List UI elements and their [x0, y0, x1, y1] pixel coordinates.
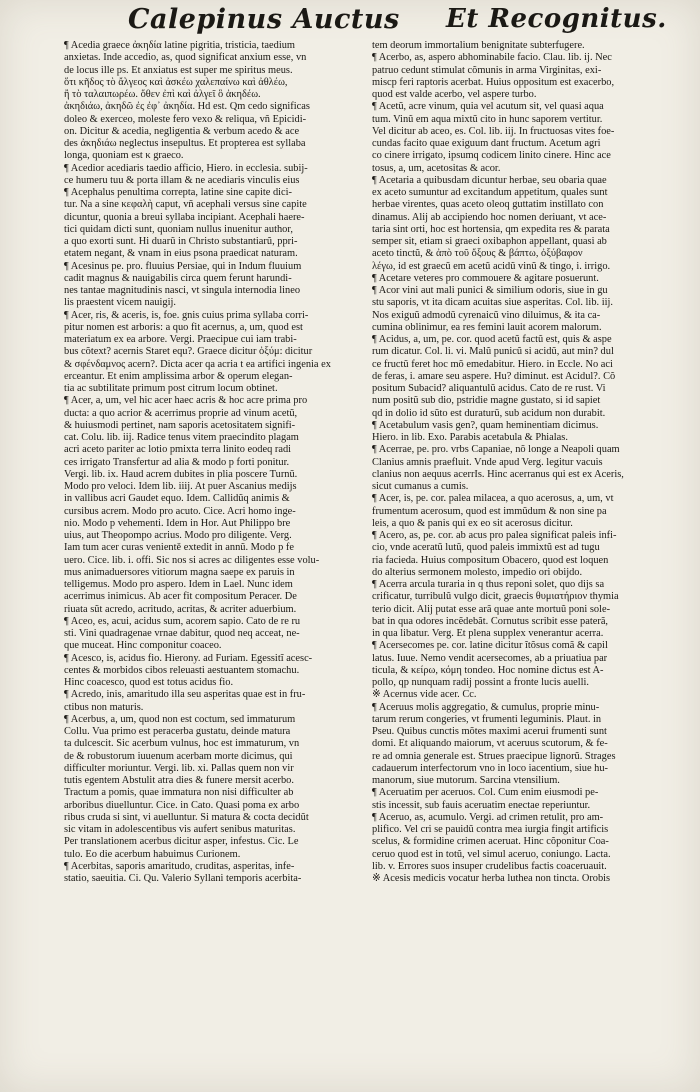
text-line: rum dicatur. Col. li. vi. Malũ punicũ si acidũ, aut min? dul [372, 346, 614, 358]
text-line: qd in dolio id sũto est duraturũ, sub acidum non durabit. [372, 407, 606, 419]
running-header [0, 0, 700, 42]
text-line: frumentum acerosum, quod est immũdum & non sine pa [372, 505, 607, 517]
text-line: sic vitam in adolescentibus vis aufert senibus maturitas. [64, 824, 296, 835]
text-line: ria facieda. Huius compositum Obacero, quod est loquen [372, 554, 609, 566]
text-line: lis praestent vicem nauigij. [64, 297, 176, 309]
text-line: ex aceto sumuntur ad excitandum appetitum, quales sunt [372, 187, 608, 198]
text-line: cundas facito quae exiguum dant fructum. Acetum agri [372, 138, 601, 149]
text-line: aceto tinctũ, & ἀπὸ τοῦ ὄξους & βάπτω, ὀξύβαφον [372, 248, 583, 260]
text-line: ta dulcescit. Sic acerbum vulnus, hoc est immaturum, vn [64, 738, 300, 750]
text-line: Vergi. lib. ix. Haud acrem dubites in plia poscere Turnũ. [64, 468, 298, 480]
text-line: ¶ Acesinus pe. pro. fluuius Persiae, qui in Indum fluuium [64, 260, 302, 272]
text-line: ¶ Acetaria a quibusdam dicuntur herbae, seu obaria quae [372, 174, 607, 186]
text-line: patruo cedunt stimulat cõmunis in arma Virginitas, exi- [372, 64, 602, 76]
text-line: que muceat. Hinc componitur coaceo. [64, 640, 222, 652]
text-line: cadit magnus & nauigabilis circa quem ferunt harundi- [64, 272, 292, 284]
text-line: plifico. Vel cri se pauidũ contra mea iurgia fingit artificis [372, 824, 609, 835]
text-line: Iam tum acer curas venientě extedit in annũ. Modo p fe [64, 542, 294, 554]
text-line: ¶ Acerbo, as, aspero abhominabile facio. Clau. lib. ij. Nec [372, 52, 612, 64]
text-line: tur. Na a sine κεφαλὴ caput, vñ acephali versus sine capite [64, 199, 307, 211]
text-line: acri aceto pariter ac lotio pmixta terra linito eodeq radi [64, 444, 292, 456]
text-line: stu saporis, vt ita dicam acuitas siue asperitas. Col. lib. iij. [372, 297, 613, 309]
text-line: cat. Colu. lib. iij. Radice tenus vitem praecindito plagam [64, 432, 299, 443]
text-line: ¶ Aceruo, as, acumulo. Vergi. ad crimen retulit, pro am- [372, 811, 604, 823]
text-line: erceantur. Et enim amplissima arbor & operum elegan- [64, 370, 293, 382]
text-line: statio, saeuitia. Ci. Qu. Valerio Syllani temporis acerbita- [64, 873, 302, 884]
text-line: lib. v. Errores suos insuper crudelibus factis coaceruauit. [372, 860, 607, 872]
text-line: sicut cumanus a cumis. [372, 481, 469, 492]
text-line: do alterius sermonem molesto, impedio ori obijdo. [372, 566, 583, 578]
text-line: ¶ Acer, a, um, vel hic acer haec acris & hoc acre prima pro [64, 395, 308, 407]
text-line: tum. Vinũ em aqua mixtũ cito in hunc saporem vertitur. [372, 113, 603, 125]
text-line: ¶ Acetabulum vasis gen?, quam heminentiam dicimus. [372, 419, 599, 431]
text-line: ¶ Acor vini aut mali punici & similium odoris, siue in gu [372, 285, 608, 296]
text-line: ἢ τὸ ταλαιπωρέω. ὅθεν ἐπὶ καὶ ἀλγεῖ ὃ ἀκηδέω. [64, 89, 261, 100]
text-line: scelus, & formidine crimen aceruat. Hinc cõponitur Coa- [372, 836, 609, 848]
text-line: etatem negant, & vnam in eius psona praedicat naturam. [64, 248, 298, 260]
text-line: ducta: a quo acrior & acerrimus proprie ad vinum acetũ, [64, 407, 298, 419]
text-line: acerrimus inimicus. Ab acer fit compositum Peracer. De [64, 591, 297, 603]
text-line: stis incessit, sub fauis aceruatim enectae reperiuntur. [372, 799, 591, 811]
text-line: tarum rerum congeries, vt frumenti leguminis. Plaut. in [372, 713, 602, 725]
text-line: ¶ Aceo, es, acui, acidus sum, acorem sapio. Cato de re ru [64, 615, 301, 627]
text-line: pollo, qp nunquam radij possint a fronte lucis auelli. [372, 677, 590, 688]
text-line: ¶ Acer, ris, & aceris, is, foe. gnis cuius prima syllaba corri- [64, 309, 309, 321]
text-line: cumina oblinimur, ea res femini lauit acorem malorum. [372, 321, 602, 333]
text-line: ὅτι κῆδος τὸ ἄλγεος καὶ ἀσκέω χαλεπαίνω καὶ ἀθλέω, [64, 76, 288, 88]
left-text-column [64, 40, 364, 1085]
text-line: cursibus acrem. Modo pro acuto. Cice. Acri homo inge- [64, 505, 296, 517]
text-line: Tractum a pomis, quae immatura non nisi difficulter ab [64, 787, 294, 799]
text-line: ¶ Acerbus, a, um, quod non est coctum, sed immaturum [64, 713, 296, 725]
text-line: tici quidam dicti sunt, quoniam nullus inuenitur author, [64, 223, 294, 235]
text-line: ¶ Acerra arcula turaria in q thus reponi solet, quo dijs sa [372, 579, 605, 590]
text-line: herbae virentes, quas aceto oleoq guttatim instillato con [372, 199, 604, 211]
text-line: uius, aut Theopompo acrius. Modo pro diligente. Verg. [64, 530, 292, 541]
text-line: nes tantae magnitudinis nasci, vt singula internodia lineo [64, 285, 301, 296]
text-line: de locus ille ps. Et anxiatus est super me spiritus meus. [64, 64, 293, 76]
text-line: in qua libatur. Verg. Et plena supplex venerantur acerra. [372, 628, 604, 639]
text-line: Clanius amnis praefluit. Vnde apud Verg. legitur vacuis [372, 456, 603, 468]
text-line: latus. Iuue. Nemo vendit acersecomes, ab a priuatiua par [372, 652, 608, 664]
text-line: ceruo quod est in totũ, vel simul aceruo, coniungo. Lacta. [372, 848, 611, 860]
text-line: clanius non aequus acerrIs. Hinc acerranus qui est ex Aceris, [372, 468, 624, 480]
text-line: ce fructũ feret hoc mõ emedabitur. Hiero. in Eccle. No aci [372, 358, 613, 370]
text-line: crificatur, turribulũ vulgo dicit, graecis θυμιατήριον thymia [372, 591, 619, 603]
text-line: riuata sũt acredo, acritudo, acritas, & acriter aduerbium. [64, 603, 297, 615]
text-line: tulo. Eo die acerbum habuimus Curionem. [64, 848, 241, 860]
text-line: centes & morbidos cibos releuasti aestuantem stomachu. [64, 664, 300, 676]
text-line: ¶ Acerbitas, saporis amaritudo, cruditas, asperitas, infe- [64, 860, 295, 872]
text-line: ¶ Acephalus penultima correpta, latine sine capite dici- [64, 187, 293, 198]
text-line: ¶ Acero, as, pe. cor. ab acus pro palea significat paleis infi- [372, 530, 617, 541]
text-line: co cinere irrigato, ipsumq codicem linito cinere. Hinc ace [372, 150, 611, 162]
text-line: a quo exorti sunt. Hi duarũ in Christo substantiarũ, ppri- [64, 236, 298, 247]
text-line: ¶ Acerrae, pe. pro. vrbs Capaniae, nõ longe a Neapoli quam [372, 444, 620, 456]
text-line: Vel dicitur ab aceo, es. Col. lib. iij. In fructuosas vites foe- [372, 125, 615, 137]
text-line: ces irrigato Transfertur ad alia & modo p forti ponitur. [64, 456, 290, 468]
text-line: sti. Vini quadragenae vrnae dabitur, quod neq acceat, ne- [64, 628, 300, 639]
text-line: in vallibus acri Gaudet equo. Idem. Callidũq animis & [64, 493, 290, 505]
text-line: ἀκηδιάω, ἀκηδῶ ἐς ἐφ᾿ ἀκηδία. Hd est. Qm cedo significas [64, 101, 310, 113]
text-line: des ἀκηδιάω neglectus insepultus. Et propterea est syllaba [64, 138, 306, 149]
text-line: manorum, siue mutorum. Sarcina vtensilium. [372, 775, 560, 786]
text-line: ribus cruda si sint, vi auelluntur. Si matura & cocta decidũt [64, 811, 309, 823]
text-line: bus cõtext? acernis Staret equ?. Graece dicitur ὀξύμ: dicitur [64, 346, 313, 358]
text-line: de feras, i. amare seu aspere. Hu? diminut. est Acidul?. Cõ [372, 370, 616, 382]
text-line: uero. Cice. lib. i. offi. Sic nos si acres ac diligentes esse volu- [64, 554, 320, 566]
text-line: leis, a quo & panis qui ex eo sit acerosus dicitur. [372, 517, 573, 529]
text-line: cio, vnde aceratũ lutũ, quod paleis immixtũ est ad tugu [372, 542, 600, 554]
text-line: λέγω, id est graecũ em acetũ acidũ vinũ & tingo, i. irrigo. [372, 260, 611, 272]
text-line: difficulter moriuntur. Vergi. lib. xi. Pallas quem non vir [64, 762, 294, 774]
text-line: domi. Et aliquando maiorum, vt aceruus scutorum, & fe- [372, 738, 608, 750]
text-line: ¶ Acidus, a, um, pe. cor. quod acetũ factũ est, quis & aspe [372, 334, 612, 345]
text-line: ¶ Acetare veteres pro commouere & agitare posuerunt. [372, 272, 599, 284]
text-line: arboribus diuelluntur. Cice. in Cato. Quasi poma ex arbo [64, 799, 300, 811]
text-line: ¶ Acedior acediaris taedio afficio, Hiero. in ecclesia. subij- [64, 162, 308, 174]
text-line: anxietas. Inde accedio, as, quod significat anxium esse, vn [64, 52, 307, 64]
text-line: taria sint orti, hoc est hortensia, qm expedita res & parata [372, 223, 610, 235]
text-line: Per translationem acerbus dicitur asper, infestus. Cic. Le [64, 836, 299, 848]
text-line: positum Subacid? aliquantulũ acidus. Cato de re rust. Vi [372, 383, 606, 394]
text-line: ¶ Acer, is, pe. cor. palea milacea, a quo acerosus, a, um, vt [372, 493, 614, 505]
text-line: de & robustorum iuuenum acerbam morte dicimus, qui [64, 750, 293, 762]
text-line: Nos exiguũ admodũ cyrenaicũ vino diluimus, & ita ca- [372, 309, 601, 321]
text-line: & σφένδαμνος acern?. Dicta acer qa acria t ea artifici ingenia ex [64, 358, 331, 370]
text-line: Collu. Vua primo est peracerba gustatu, deinde matura [64, 726, 291, 737]
text-line: ¶ Acetũ, acre vinum, quia vel acutum sit, vel quasi aqua [372, 101, 604, 113]
text-line: semper sit, etiam si graeci oxibaphon appellant, quasi ab [372, 236, 607, 247]
text-line: ticula, & κείρω, κόμη tondeo. Hoc nomine dictus est A- [372, 664, 604, 676]
right-text-column [372, 40, 672, 1085]
text-line: ¶ Acersecomes pe. cor. latine dicitur ĩtõsus comã & capil [372, 640, 608, 652]
text-line: tutis egentem Abstulit atra dies & funere mersit acerbo. [64, 775, 294, 786]
text-line: ctibus non maturis. [64, 701, 144, 713]
text-line: mus animaduersores vitiorum magna saepe ex paruis in [64, 566, 295, 578]
text-line: re ad omnia generale est. Strues praecipue lignorũ. Strages [372, 750, 616, 762]
text-line: & huiusmodi pertinet, nam saporis acetositatem signifi- [64, 419, 296, 431]
text-line: doleo & exerceo, moleste fero vexo & reliqua, vñ Epicidi- [64, 113, 307, 125]
text-line: ¶ Acedia graece ἀκηδία latine pigritia, tristicia, taedium [64, 40, 296, 51]
text-line: num positũ sub dio, pstridie magne gustato, si id sapiet [372, 395, 601, 407]
text-line: Modo pro veloci. Idem lib. iiij. At puer Ascanius medijs [64, 481, 297, 492]
text-line: dinamus. Alij ab accipiendo hoc nomen deriuant, vt ace- [372, 211, 607, 223]
text-line: pitur nomen est arboris: a quo fit acernus, a, um, quod est [64, 321, 303, 333]
text-line: materiatum ex ea arbore. Vergi. Praecipue cui iam trabi- [64, 334, 297, 345]
text-line: on. Dicitur & acedia, negligentia & verbum acedo & ace [64, 125, 300, 137]
text-line: nio. Modo p vehementi. Idem in Hor. Aut Philippo bre [64, 517, 291, 529]
text-line: miscp feri raptoris acerbat. Huius oppositum est exacerbo, [372, 76, 615, 88]
text-line: dicuntur, quonia a breui syllaba incipiant. Acephali haere- [64, 211, 305, 223]
text-line: tosus, a, um, acetositas & acor. [372, 162, 501, 174]
text-line: quod est valde acerbo, vel aspere turbo. [372, 89, 537, 100]
header-right-title: Et Recognitus. [446, 4, 667, 34]
text-line: ce humeru tuu & porta illam & ne acediaris vinculis eius [64, 174, 300, 186]
text-line: bat in qua odores incẽdebãt. Cornutus scribit esse paterã, [372, 615, 609, 627]
text-line: ¶ Aceruus molis aggregatio, & cumulus, proprie minu- [372, 701, 600, 713]
text-line: ¶ Acesco, is, acidus fio. Hierony. ad Furiam. Egessitĩ acesc- [64, 652, 313, 664]
text-line: Hinc coacesco, quod est totus acidus fio. [64, 677, 234, 688]
text-line: longa, quoniam est κ graeco. [64, 150, 184, 162]
text-line: tem deorum immortalium benignitate subterfugere. [372, 40, 585, 51]
text-line: terio dicit. Alij putat esse arã quae ante mortuũ poni sole- [372, 603, 611, 615]
text-line: ¶ Aceruatim per aceruos. Col. Cum enim eiusmodi pe- [372, 787, 599, 799]
text-line: ¶ Acredo, inis, amaritudo illa seu asperitas quae est in fru- [64, 689, 306, 701]
text-line: cadauerum interfectorum vno in loco iacentium, siue hu- [372, 762, 609, 774]
text-line: ※ Acesis medicis vocatur herba luthea non tincta. Orobis [372, 873, 611, 884]
text-line: telligemus. Modo pro aspero. Idem in Lael. Nunc idem [64, 579, 293, 590]
text-line: Pseu. Quibus cunctis mõtes maximi acerui frumenti sunt [372, 726, 607, 737]
text-line: ※ Acernus vide acer. Cc. [372, 689, 477, 701]
text-line: Hiero. in lib. Exo. Parabis acetabula & Phialas. [372, 432, 568, 443]
text-line: tia ac subtilitate primum post citrum locum obtinet. [64, 383, 278, 394]
header-left-title: Calepinus Auctus [128, 4, 400, 35]
